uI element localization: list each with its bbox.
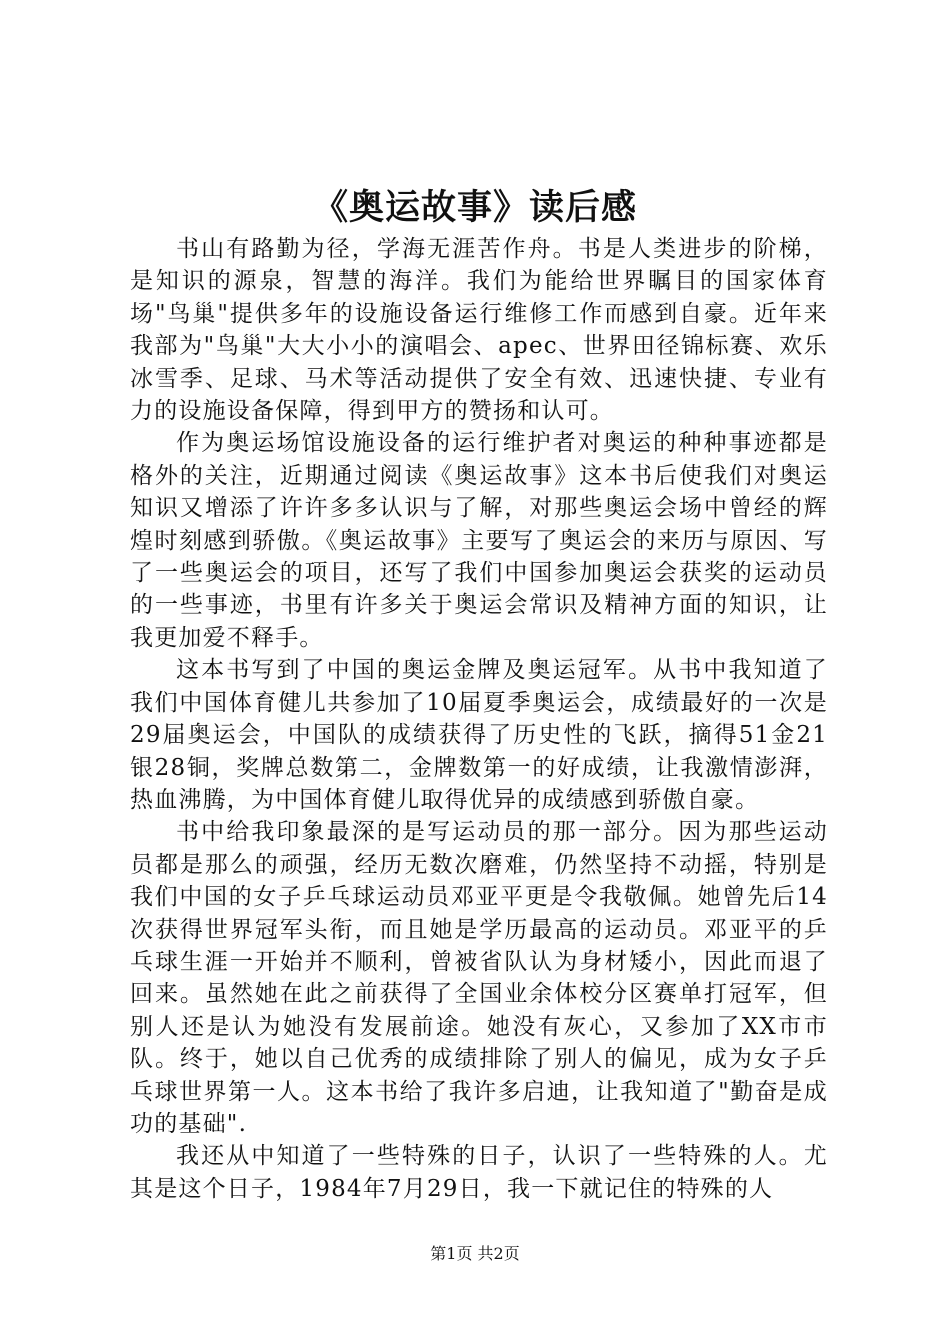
paragraph: 这本书写到了中国的奥运金牌及奥运冠军。从书中我知道了我们中国体育健儿共参加了10届夏季奥运会，成绩最好的一次是29届奥运会，中国队的成绩获得了历史性的飞跃，摘得51金21银28铜，奖牌总数第二，金牌数第一的好成绩，让我激情澎湃，热血沸腾，为中国体育健儿取得优异的成绩感到骄傲自豪。	[130, 657, 828, 813]
paragraph: 书山有路勤为径，学海无涯苦作舟。书是人类进步的阶梯，是知识的源泉，智慧的海洋。我们为能给世界瞩目的国家体育场"鸟巢"提供多年的设施设备运行维修工作而感到自豪。近年来我部为"鸟巢"大大小小的演唱会、apec、世界田径锦标赛、欢乐冰雪季、足球、马术等活动提供了安全有效、迅速快捷、专业有力的设施设备保障，得到甲方的赞扬和认可。	[130, 236, 828, 425]
paragraph: 我还从中知道了一些特殊的日子，认识了一些特殊的人。尤其是这个日子，1984年7月29日，我一下就记住的特殊的人	[130, 1143, 828, 1202]
page-number-footer: 第1页 共2页	[430, 1244, 520, 1263]
document-title: 《奥运故事》读后感	[312, 187, 637, 228]
paragraph: 书中给我印象最深的是写运动员的那一部分。因为那些运动员都是那么的顽强，经历无数次磨难，仍然坚持不动摇，特别是我们中国的女子乒乓球运动员邓亚平更是令我敬佩。她曾先后14次获得世界冠军头衔，而且她是学历最高的运动员。邓亚平的乒乓球生涯一开始并不顺利，曾被省队认为身材矮小，因此而退了回来。虽然她在此之前获得了全国业余体校分区赛单打冠军，但别人还是认为她没有发展前途。她没有灰心，又参加了XX市市队。终于，她以自己优秀的成绩排除了别人的偏见，成为女子乒乓球世界第一人。这本书给了我许多启迪，让我知道了"勤奋是成功的基础".	[130, 819, 828, 1137]
document-body	[130, 233, 828, 1205]
paragraph: 作为奥运场馆设施设备的运行维护者对奥运的种种事迹都是格外的关注，近期通过阅读《奥运故事》这本书后使我们对奥运知识又增添了许许多多认识与了解，对那些奥运会场中曾经的辉煌时刻感到骄傲。《奥运故事》主要写了奥运会的来历与原因、写了一些奥运会的项目，还写了我们中国参加奥运会获奖的运动员的一些事迹，书里有许多关于奥运会常识及精神方面的知识，让我更加爱不释手。	[130, 430, 828, 651]
